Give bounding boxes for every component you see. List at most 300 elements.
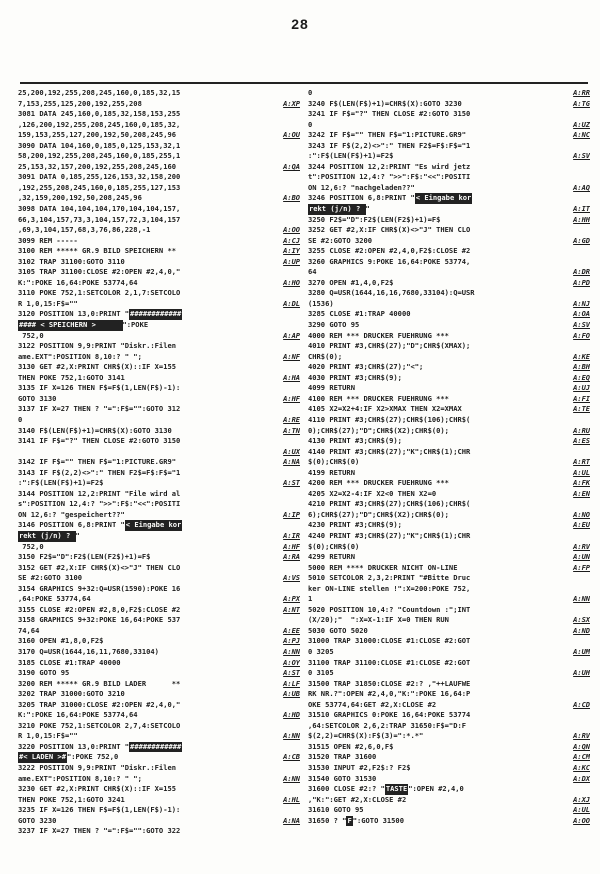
- checksum-code: A:BO: [280, 193, 300, 204]
- code-line: [308, 373, 590, 384]
- code-text: 3140 F$(LEN(F$)+1)=CHR$(X):GOTO 3130: [18, 425, 172, 435]
- code-line: [308, 267, 590, 278]
- code-line: [18, 278, 300, 289]
- code-line: [18, 341, 300, 352]
- checksum-code: A:UH: [570, 668, 590, 679]
- code-text: 3200 REM ***** GR.9 BILD LADER **: [18, 678, 185, 688]
- code-line: [308, 542, 590, 553]
- code-line: [18, 784, 300, 795]
- code-text: 3270 OPEN #1,4,0,F2$: [308, 277, 394, 287]
- inverse-video-text: ############: [130, 309, 182, 319]
- code-line: [308, 478, 590, 489]
- code-text: 0: [308, 119, 313, 129]
- code-line: [308, 594, 590, 605]
- code-line: [18, 689, 300, 700]
- code-text: 5010 SETCOLOR 2,3,2:PRINT "#Bitte Druc: [308, 573, 471, 583]
- code-text: SE #2:GOTO 3200: [308, 235, 373, 245]
- code-line: [18, 331, 300, 342]
- checksum-code: A:XJ: [570, 795, 590, 806]
- code-text: 3137 IF X=27 THEN ? "=":F$="":GOTO 312: [18, 404, 181, 414]
- code-line: [18, 373, 300, 384]
- code-text: 6);CHR$(27);"D";CHR$(X2);CHR$(0);: [308, 509, 449, 519]
- code-line: [18, 752, 300, 763]
- code-line: [308, 763, 590, 774]
- code-line: [18, 552, 300, 563]
- code-text: 3102 TRAP 31100:GOTO 3110: [18, 256, 125, 266]
- code-text: 31515 OPEN #2,6,0,F$: [308, 741, 394, 751]
- code-line: [308, 299, 590, 310]
- checksum-code: A:NA: [280, 816, 300, 827]
- checksum-code: A:VS: [280, 573, 300, 584]
- checksum-code: A:NC: [570, 130, 590, 141]
- code-text: 0: [18, 414, 23, 424]
- code-text: 3185 CLOSE #1:TRAP 40000: [18, 657, 121, 667]
- code-line: [308, 320, 590, 331]
- code-text: 3120 POSITION 13,0:PRINT ": [18, 309, 130, 319]
- code-text: 3099 REM -----: [18, 235, 78, 245]
- code-text: 159,153,255,127,200,192,50,208,245,96: [18, 130, 177, 140]
- code-line: [308, 816, 590, 827]
- code-line: [18, 636, 300, 647]
- checksum-code: A:ST: [280, 478, 300, 489]
- code-text: 3244 POSITION 12,2:PRINT "Es wird jetz: [308, 161, 471, 171]
- code-text: :":F$(LEN(F$)+1)=F2$: [308, 151, 394, 161]
- code-text: 31500 TRAP 31850:CLOSE #2:? ,"++LAUFWE: [308, 678, 471, 688]
- code-text: 4099 RETURN: [308, 383, 355, 393]
- code-line: [308, 151, 590, 162]
- checksum-code: A:RV: [570, 731, 590, 742]
- code-text: 0: [308, 88, 313, 97]
- checksum-code: A:HA: [280, 373, 300, 384]
- code-line: [18, 172, 300, 183]
- code-line: [308, 784, 590, 795]
- checksum-code: A:HH: [570, 215, 590, 226]
- code-text: 3250 F2$="D":F2$(LEN(F2$)+1)=F$: [308, 214, 441, 224]
- code-text: 4210 PRINT #3;CHR$(27);CHR$(106);CHR$(: [308, 499, 471, 509]
- code-text: ,64:POKE 53774,64: [18, 594, 91, 604]
- code-text: 3158 GRAPHICS 9+32:POKE 16,64:POKE 537: [18, 615, 181, 625]
- checksum-code: A:IR: [280, 531, 300, 542]
- code-line: [308, 626, 590, 637]
- code-text: s":POSITION 12,4:? ">>":F$:"<<":POSITI: [18, 499, 181, 509]
- code-text: 3170 Q=USR(1644,16,11,7680,33104): [18, 646, 159, 656]
- code-line: [18, 626, 300, 637]
- code-text: :":F$(LEN(F$)+1)=F2$: [18, 478, 104, 488]
- checksum-code: A:KC: [570, 763, 590, 774]
- code-text: 25,200,192,255,208,245,160,0,185,32,15: [18, 88, 181, 97]
- code-text: 3146 POSITION 6,8:PRINT ": [18, 520, 125, 530]
- checksum-code: A:OY: [280, 658, 300, 669]
- code-line: [308, 141, 590, 152]
- code-line: [18, 584, 300, 595]
- code-line: [308, 225, 590, 236]
- checksum-code: A:UM: [570, 647, 590, 658]
- code-line: [308, 721, 590, 732]
- code-line: [308, 99, 590, 110]
- code-line: [308, 120, 590, 131]
- code-line: [18, 816, 300, 827]
- code-text: 3240 F$(LEN(F$)+1)=CHR$(X):GOTO 3230: [308, 98, 462, 108]
- code-text: 3243 IF F$(2,2)<>":" THEN F2$=F$:F$="1: [308, 140, 471, 150]
- code-line: [18, 605, 300, 616]
- code-line: [308, 700, 590, 711]
- code-line: [308, 510, 590, 521]
- code-text: RK NR.?":OPEN #2,4,0,"K:":POKE 16,64:P: [308, 689, 471, 699]
- code-text: ,64:SETCOLOR 2,6,2:TRAP 31650:F$="D:F: [308, 720, 467, 730]
- code-text: $(0);CHR$(0): [308, 541, 360, 551]
- checksum-code: A:SX: [570, 615, 590, 626]
- checksum-code: A:RV: [570, 542, 590, 553]
- code-text: 31650 ? ": [308, 815, 347, 825]
- checksum-code: A:DL: [280, 299, 300, 310]
- code-text: 4130 PRINT #3;CHR$(9);: [308, 436, 402, 446]
- code-text: 3098 DATA 104,104,104,170,104,104,157,: [18, 204, 181, 214]
- code-text: ,192,255,208,245,160,0,185,255,127,153: [18, 182, 181, 192]
- checksum-code: A:EU: [570, 520, 590, 531]
- inverse-video-text: TASTE: [385, 784, 408, 794]
- code-text: R 1,0,15:F$="": [18, 731, 78, 741]
- checksum-code: A:OU: [280, 130, 300, 141]
- code-text: 25,153,32,157,200,192,255,208,245,160: [18, 161, 177, 171]
- code-text: ,69,3,104,157,68,3,76,86,228,-1: [18, 225, 151, 235]
- code-text: 64: [308, 267, 317, 277]
- checksum-code: A:OO: [570, 816, 590, 827]
- code-text: ON 12,6:? "nachgeladen??": [308, 182, 415, 192]
- code-line: [308, 489, 590, 500]
- code-text: 74,64: [18, 625, 40, 635]
- checksum-code: A:UP: [280, 257, 300, 268]
- checksum-code: A:DX: [570, 774, 590, 785]
- code-text: 7,153,255,125,200,192,255,208: [18, 98, 142, 108]
- checksum-code: A:XP: [280, 99, 300, 110]
- code-text: 31510 GRAPHICS 0:POKE 16,64:POKE 53774: [308, 710, 471, 720]
- code-text: 3144 POSITION 12,2:PRINT "File wird al: [18, 488, 181, 498]
- listing-column-left: [18, 88, 300, 837]
- code-text-continued: ":POKE 752,0: [66, 752, 119, 762]
- code-text: SE #2:GOTO 3100: [18, 573, 83, 583]
- code-line: [308, 689, 590, 700]
- code-line: [18, 658, 300, 669]
- checksum-code: A:DR: [570, 267, 590, 278]
- code-text: 4230 PRINT #3;CHR$(9);: [308, 520, 402, 530]
- code-line: [18, 236, 300, 247]
- code-line: [18, 109, 300, 120]
- code-line: [308, 246, 590, 257]
- checksum-code: A:RU: [570, 426, 590, 437]
- code-text: 5020 POSITION 10,4:? "Countdown :";INT: [308, 604, 471, 614]
- code-text: 4105 X2=X2+4:IF X2>XMAX THEN X2=XMAX: [308, 404, 462, 414]
- code-text: ON 12,6:? "gespeichert??": [18, 509, 125, 519]
- code-text: 752,0: [18, 541, 44, 551]
- code-line: [18, 88, 300, 99]
- code-text: $(2,2)=CHR$(X):F$(3)=":*.*": [308, 731, 424, 741]
- checksum-code: A:LF: [280, 679, 300, 690]
- code-line: [308, 636, 590, 647]
- code-line: [308, 436, 590, 447]
- inverse-video-text: rekt (j/n) ?: [309, 204, 365, 214]
- code-line: [18, 99, 300, 110]
- code-line: [18, 520, 300, 531]
- inverse-video-text: ############: [130, 741, 182, 751]
- inverse-video-text: < Eingabe kor: [125, 520, 182, 530]
- code-text: 3205 TRAP 31000:CLOSE #2:OPEN #2,4,0,": [18, 699, 181, 709]
- checksum-code: A:NN: [280, 647, 300, 658]
- code-text: 4030 PRINT #3;CHR$(9);: [308, 372, 402, 382]
- code-text: 3242 IF F$="" THEN F$="1:PICTURE.GR9": [308, 130, 467, 140]
- code-line: [18, 383, 300, 394]
- code-text: 3122 POSITION 9,9:PRINT "Diskr.:Filen: [18, 341, 177, 351]
- checksum-code: A:OO: [280, 225, 300, 236]
- code-text: 1: [308, 594, 313, 604]
- code-line: [18, 130, 300, 141]
- code-text-continued: ": [75, 530, 80, 540]
- checksum-code: A:IY: [280, 246, 300, 257]
- code-text: 3285 CLOSE #1:TRAP 40000: [308, 309, 411, 319]
- checksum-code: A:ES: [570, 436, 590, 447]
- code-text: 58,200,192,255,208,245,160,0,185,255,1: [18, 151, 181, 161]
- code-line: [308, 352, 590, 363]
- checksum-code: A:RT: [570, 457, 590, 468]
- checksum-code: A:AQ: [570, 183, 590, 194]
- code-line: [18, 668, 300, 679]
- code-text: 66,3,104,157,73,3,104,157,72,3,104,157: [18, 214, 181, 224]
- code-text: 3155 CLOSE #2:OPEN #2,8,0,F2$:CLOSE #2: [18, 604, 181, 614]
- code-text: ,"K:":GET #2,X:CLOSE #2: [308, 794, 407, 804]
- page-number: 28: [291, 16, 309, 32]
- code-text-continued: ":POKE: [122, 320, 149, 330]
- code-line: [18, 447, 300, 458]
- checksum-code: A:KE: [570, 352, 590, 363]
- code-text: 3091 DATA 0,185,255,126,153,32,158,200: [18, 172, 181, 182]
- checksum-code: A:UZ: [570, 120, 590, 131]
- code-line: [308, 130, 590, 141]
- code-text-continued: ":OPEN #2,4,0: [408, 784, 464, 794]
- code-text: 31600 CLOSE #2:? ": [308, 784, 385, 794]
- code-text: 3246 POSITION 6,8:PRINT ": [308, 193, 415, 203]
- checksum-code: A:FK: [570, 478, 590, 489]
- code-line: [308, 204, 590, 215]
- code-line: [18, 457, 300, 468]
- code-text: 3255 CLOSE #2:OPEN #2,4,0,F2$:CLOSE #2: [308, 246, 471, 256]
- checksum-code: A:NO: [570, 510, 590, 521]
- code-line: [308, 605, 590, 616]
- code-line: [308, 362, 590, 373]
- header-rule: [20, 82, 588, 84]
- code-line: [308, 215, 590, 226]
- code-line: [308, 162, 590, 173]
- code-line: [308, 563, 590, 574]
- code-text-continued: ":GOTO 31500: [352, 815, 404, 825]
- code-line: [18, 204, 300, 215]
- code-line: [308, 278, 590, 289]
- code-text: 3141 IF F$="?" THEN CLOSE #2:GOTO 3150: [18, 436, 181, 446]
- checksum-code: A:NN: [280, 731, 300, 742]
- checksum-code: A:PD: [570, 278, 590, 289]
- code-line: [18, 151, 300, 162]
- code-text: 5000 REM **** DRUCKER NICHT ON-LINE: [308, 562, 458, 572]
- code-text: 0);CHR$(27);"D";CHR$(X2);CHR$(0);: [308, 425, 449, 435]
- code-text: 3100 REM ***** GR.9 BILD SPEICHERN **: [18, 246, 181, 256]
- code-line: [308, 109, 590, 120]
- code-line: [18, 531, 300, 542]
- checksum-code: A:QA: [280, 162, 300, 173]
- code-text: 3260 GRAPHICS 9:POKE 16,64:POKE 53774,: [308, 256, 471, 266]
- checksum-code: A:TN: [280, 426, 300, 437]
- code-line: [308, 309, 590, 320]
- code-line: [308, 668, 590, 679]
- code-text: 0 3105: [308, 668, 334, 678]
- code-text: 4205 X2=X2-4:IF X2<0 THEN X2=0: [308, 488, 437, 498]
- code-text: $(0);CHR$(0): [308, 457, 360, 467]
- code-text: THEN POKE 752,1:GOTO 3241: [18, 794, 125, 804]
- code-text: 3220 POSITION 13,0:PRINT ": [18, 741, 130, 751]
- code-text: 4200 REM *** DRUCKER FUEHRUNG ***: [308, 478, 449, 488]
- code-line: [308, 88, 590, 99]
- code-line: [18, 805, 300, 816]
- checksum-code: A:PJ: [280, 636, 300, 647]
- code-text: 31000 TRAP 31000:CLOSE #1:CLOSE #2:GOT: [308, 636, 471, 646]
- code-line: [18, 309, 300, 320]
- checksum-code: A:RE: [280, 415, 300, 426]
- code-text-continued: ": [365, 204, 370, 214]
- code-line: [18, 299, 300, 310]
- code-text: 4199 RETURN: [308, 467, 355, 477]
- code-line: [18, 436, 300, 447]
- code-line: [308, 468, 590, 479]
- checksum-code: A:IT: [570, 204, 590, 215]
- code-line: [18, 288, 300, 299]
- code-line: [308, 257, 590, 268]
- code-line: [308, 341, 590, 352]
- code-line: [18, 647, 300, 658]
- code-line: [18, 215, 300, 226]
- code-text: 4299 RETURN: [308, 552, 355, 562]
- code-text: 3110 POKE 752,1:SETCOLOR 2,1,7:SETCOLO: [18, 288, 181, 298]
- code-line: [18, 774, 300, 785]
- inverse-video-text: #< LADEN >#: [19, 752, 66, 762]
- checksum-code: A:CJ: [280, 236, 300, 247]
- code-text: 4010 PRINT #3,CHR$(27);"D";CHR$(XMAX);: [308, 341, 471, 351]
- checksum-code: A:GD: [570, 236, 590, 247]
- checksum-code: A:CM: [570, 752, 590, 763]
- code-line: [18, 352, 300, 363]
- code-line: [308, 647, 590, 658]
- code-line: [308, 172, 590, 183]
- checksum-code: A:UJ: [570, 383, 590, 394]
- code-line: [18, 362, 300, 373]
- code-line: [18, 394, 300, 405]
- checksum-code: A:NF: [280, 352, 300, 363]
- code-line: [308, 415, 590, 426]
- code-text: t":POSITION 12,4:? ">>":F$:"<<":POSITI: [308, 172, 471, 182]
- code-line: [18, 795, 300, 806]
- checksum-code: A:QN: [570, 742, 590, 753]
- checksum-code: A:PX: [280, 594, 300, 605]
- code-text: 3290 GOTO 95: [308, 320, 360, 330]
- checksum-code: A:EQ: [570, 373, 590, 384]
- code-line: [308, 499, 590, 510]
- checksum-code: A:CD: [570, 700, 590, 711]
- inverse-video-text: rekt (j/n) ?: [19, 530, 75, 540]
- checksum-code: A:UL: [570, 468, 590, 479]
- code-text: 3202 TRAP 31000:GOTO 3210: [18, 689, 125, 699]
- code-line: [308, 193, 590, 204]
- checksum-code: A:RR: [570, 88, 590, 99]
- code-text: 0 3205: [308, 646, 334, 656]
- code-line: [308, 520, 590, 531]
- checksum-code: A:AP: [280, 331, 300, 342]
- code-line: [308, 805, 590, 816]
- checksum-code: A:NT: [280, 605, 300, 616]
- code-text: ,32,159,200,192,50,208,245,96: [18, 193, 142, 203]
- code-line: [308, 710, 590, 721]
- checksum-code: A:NJ: [570, 299, 590, 310]
- code-line: [18, 320, 300, 331]
- checksum-code: A:TG: [570, 99, 590, 110]
- code-line: [308, 584, 590, 595]
- checksum-code: A:UN: [570, 552, 590, 563]
- code-line: [18, 826, 300, 837]
- checksum-code: A:HL: [280, 795, 300, 806]
- checksum-code: A:TE: [570, 404, 590, 415]
- code-text: 3090 DATA 104,160,0,185,0,125,153,32,1: [18, 140, 181, 150]
- code-line: [308, 331, 590, 342]
- checksum-code: A:RA: [280, 552, 300, 563]
- code-line: [308, 426, 590, 437]
- code-line: [308, 457, 590, 468]
- code-line: [308, 447, 590, 458]
- code-line: [18, 426, 300, 437]
- checksum-code: A:HD: [280, 710, 300, 721]
- code-line: [18, 257, 300, 268]
- code-text: 3081 DATA 245,160,0,185,32,158,153,255: [18, 109, 181, 119]
- code-line: [18, 510, 300, 521]
- code-line: [18, 710, 300, 721]
- code-line: [18, 183, 300, 194]
- code-text: 3222 POSITION 9,9:PRINT "Diskr.:Filen: [18, 763, 177, 772]
- checksum-code: A:SV: [570, 151, 590, 162]
- code-line: [308, 774, 590, 785]
- checksum-code: A:HF: [280, 542, 300, 553]
- code-line: [18, 763, 300, 774]
- code-line: [308, 552, 590, 563]
- code-text: 3105 TRAP 31100:CLOSE #2:OPEN #2,4,0,": [18, 267, 181, 277]
- checksum-code: A:EN: [570, 489, 590, 500]
- code-line: [308, 615, 590, 626]
- code-text: ame.EXT":POSITION 8,10:? " ";: [18, 773, 142, 783]
- checksum-code: A:NN: [570, 594, 590, 605]
- code-line: [18, 615, 300, 626]
- code-line: [308, 658, 590, 669]
- code-line: [18, 489, 300, 500]
- code-text: 31520 TRAP 31600: [308, 752, 377, 762]
- code-line: [18, 468, 300, 479]
- code-text: 752,0: [18, 330, 44, 340]
- code-text: 3142 IF F$="" THEN F$="1:PICTURE.GR9": [18, 457, 177, 467]
- code-line: [308, 288, 590, 299]
- code-line: [308, 404, 590, 415]
- code-line: [308, 679, 590, 690]
- code-text: 3280 Q=USR(1644,16,16,7680,33104):Q=USR: [308, 288, 475, 298]
- checksum-code: A:NA: [280, 457, 300, 468]
- code-text: ame.EXT":POSITION 8,10:? " ";: [18, 351, 142, 361]
- code-line: [18, 542, 300, 553]
- code-line: [18, 594, 300, 605]
- checksum-code: A:FP: [570, 563, 590, 574]
- code-text: 3130 GET #2,X:PRINT CHR$(X)::IF X=155: [18, 362, 177, 372]
- code-line: [18, 193, 300, 204]
- code-text: 3241 IF F$="?" THEN CLOSE #2:GOTO 3150: [308, 109, 471, 119]
